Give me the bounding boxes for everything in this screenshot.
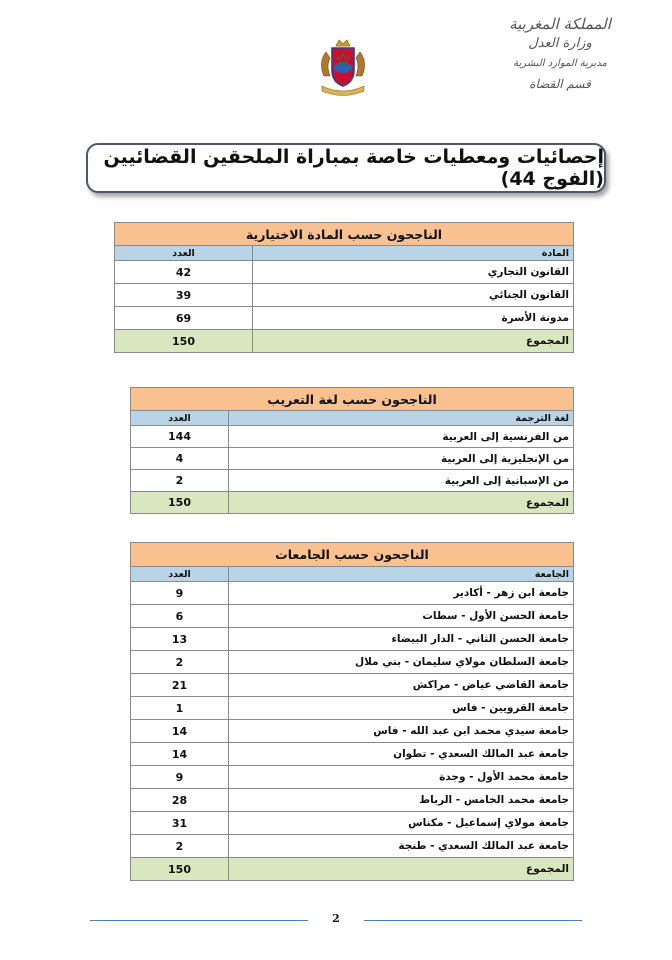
row-name: من الإسبانية إلى العربية	[229, 470, 574, 492]
table-row	[131, 789, 574, 812]
table-row	[131, 426, 574, 448]
row-count: 14	[131, 743, 229, 766]
row-count: 4	[131, 448, 229, 470]
row-count: 2	[131, 835, 229, 858]
table-row	[131, 697, 574, 720]
table-row	[131, 720, 574, 743]
row-name: جامعة محمد الخامس - الرباط	[229, 789, 574, 812]
translation-body	[131, 388, 574, 514]
row-name: القانون الجنائي	[253, 284, 574, 307]
column-header-name: لغة الترجمة	[229, 411, 574, 426]
row-name: القانون التجاري	[253, 261, 574, 284]
row-count: 144	[131, 426, 229, 448]
row-name: جامعة محمد الأول - وجدة	[229, 766, 574, 789]
column-header-count: العدد	[131, 411, 229, 426]
column-header-count: العدد	[131, 567, 229, 582]
column-header-name: المادة	[253, 246, 574, 261]
row-name: جامعة عبد المالك السعدي - طنجة	[229, 835, 574, 858]
table-row	[115, 261, 574, 284]
letterhead-division: قسم القضاة	[529, 77, 591, 91]
row-count: 21	[131, 674, 229, 697]
table-row	[131, 470, 574, 492]
column-header-count: العدد	[115, 246, 253, 261]
row-count: 9	[131, 766, 229, 789]
row-count: 2	[131, 651, 229, 674]
table-row	[131, 448, 574, 470]
table-header: الناجحون حسب لغة التعريب	[131, 388, 574, 411]
row-count: 31	[131, 812, 229, 835]
row-name: من الإنجليزية إلى العربية	[229, 448, 574, 470]
row-name: جامعة القاضي عياض - مراكش	[229, 674, 574, 697]
row-name: جامعة القرويين - فاس	[229, 697, 574, 720]
coat-of-arms-icon	[314, 36, 372, 100]
row-count: 2	[131, 470, 229, 492]
table-by-subject	[114, 222, 574, 353]
total-count: 150	[131, 858, 229, 881]
table-row	[131, 743, 574, 766]
subjects-body	[115, 223, 574, 353]
table-row	[131, 812, 574, 835]
table-header-row	[131, 388, 574, 411]
row-name: من الفرنسية إلى العربية	[229, 426, 574, 448]
letterhead	[500, 14, 620, 94]
total-row	[131, 858, 574, 881]
row-count: 28	[131, 789, 229, 812]
row-name: جامعة عبد المالك السعدي - تطوان	[229, 743, 574, 766]
page-title: إحصائيات ومعطيات خاصة بمباراة الملحقين القضائيين (الفوج 44)	[103, 146, 604, 190]
column-header-row	[115, 246, 574, 261]
column-header-name: الجامعة	[229, 567, 574, 582]
table-by-translation-language	[130, 387, 574, 514]
total-count: 150	[115, 330, 253, 353]
table-row	[131, 651, 574, 674]
row-count: 9	[131, 582, 229, 605]
row-count: 39	[115, 284, 253, 307]
table-by-university	[130, 542, 574, 881]
row-count: 13	[131, 628, 229, 651]
table-row	[131, 582, 574, 605]
row-name: مدونة الأسرة	[253, 307, 574, 330]
total-label: المجموع	[253, 330, 574, 353]
row-name: جامعة مولاي إسماعيل - مكناس	[229, 812, 574, 835]
total-row	[131, 492, 574, 514]
universities-body	[131, 543, 574, 881]
row-count: 69	[115, 307, 253, 330]
row-count: 6	[131, 605, 229, 628]
row-name: جامعة ابن زهر - أكادير	[229, 582, 574, 605]
letterhead-ministry: وزارة العدل	[528, 36, 592, 51]
table-row	[115, 284, 574, 307]
table-row	[115, 307, 574, 330]
total-count: 150	[131, 492, 229, 514]
row-count: 14	[131, 720, 229, 743]
table-row	[131, 628, 574, 651]
page-number: 2	[332, 912, 340, 925]
row-name: جامعة الحسن الأول - سطات	[229, 605, 574, 628]
table-row	[131, 835, 574, 858]
row-name: جامعة الحسن الثاني - الدار البيضاء	[229, 628, 574, 651]
table-header-row	[131, 543, 574, 567]
column-header-row	[131, 411, 574, 426]
letterhead-kingdom: المملكة المغربية	[509, 15, 611, 33]
table-row	[131, 766, 574, 789]
table-row	[131, 674, 574, 697]
table-row	[131, 605, 574, 628]
title-box	[86, 143, 606, 193]
row-name: جامعة السلطان مولاي سليمان - بني ملال	[229, 651, 574, 674]
table-header: الناجحون حسب الجامعات	[131, 543, 574, 567]
page-footer	[90, 912, 582, 932]
table-header: الناجحون حسب المادة الاختيارية	[115, 223, 574, 246]
total-label: المجموع	[229, 858, 574, 881]
row-name: جامعة سيدي محمد ابن عبد الله - فاس	[229, 720, 574, 743]
total-label: المجموع	[229, 492, 574, 514]
letterhead-directorate: مديرية الموارد البشرية	[513, 58, 607, 69]
row-count: 42	[115, 261, 253, 284]
total-row	[115, 330, 574, 353]
table-header-row	[115, 223, 574, 246]
row-count: 1	[131, 697, 229, 720]
column-header-row	[131, 567, 574, 582]
